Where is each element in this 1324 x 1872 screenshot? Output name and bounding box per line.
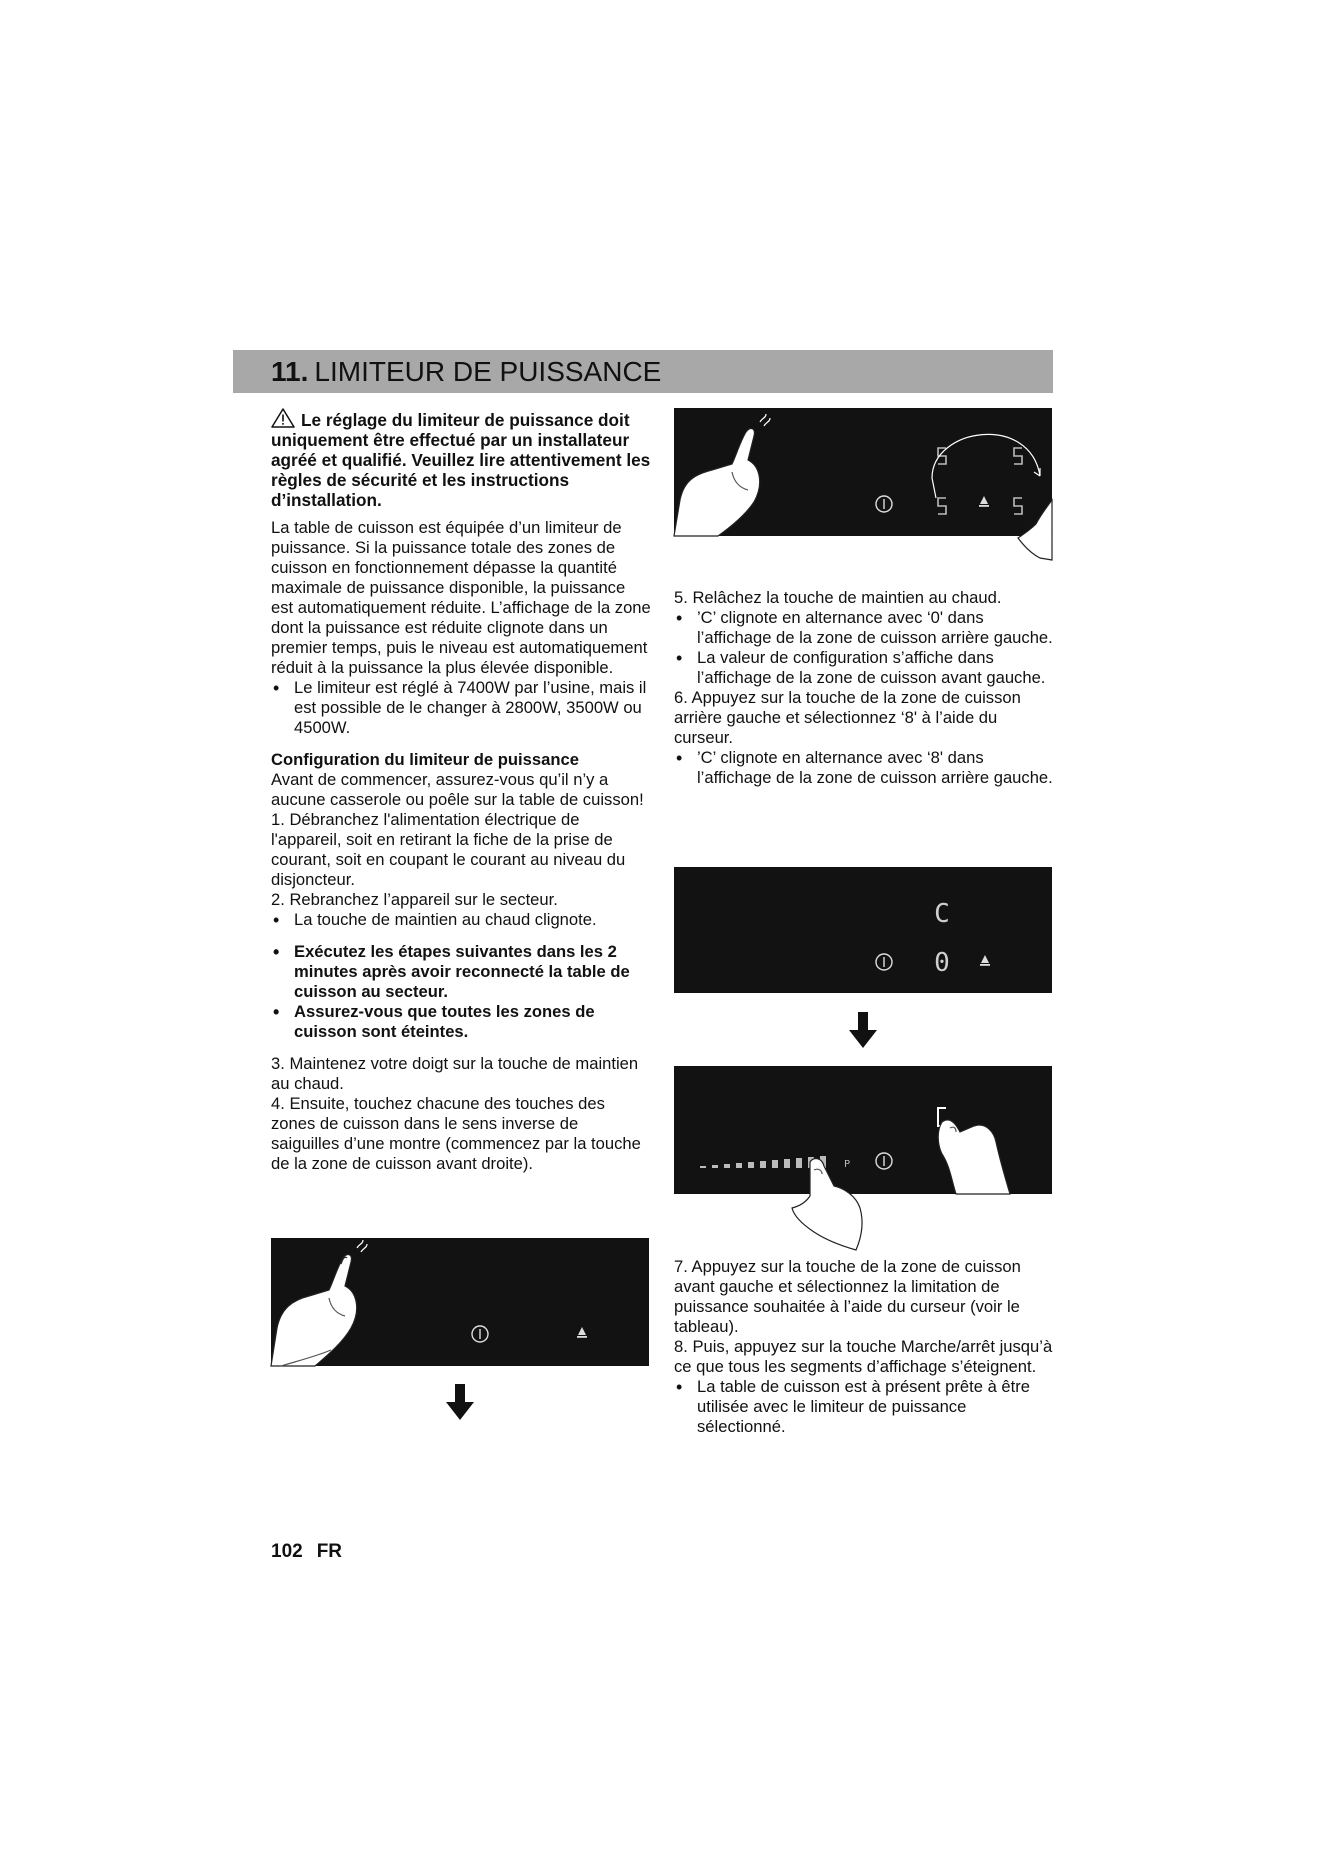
slider-segments [700, 1156, 826, 1168]
important-bullet-list [271, 942, 651, 1042]
panel-slider-graphic [674, 1066, 1052, 1266]
keepwarm-icon [577, 1327, 587, 1338]
step-4: 4. Ensuite, touchez chacune des touches des zones de cuisson dans le sens inverse de saiguilles d’une montre (commencez par la touche de la zone de cuisson avant droite). [271, 1094, 641, 1173]
panel-keepwarm [271, 1238, 649, 1366]
section-title [271, 354, 661, 390]
segment-displays [938, 448, 1022, 514]
intro-paragraph: La table de cuisson est équipée d’un limiteur de puissance. Si la puissance totale des zones de cuisson en fonctionnement dépasse la quantité maximale de puissance disponible, la puissance est automatiquement réduite. L’affichage de la zone dont la puissance est réduite clignote dans un premier temps, puis le niveau est automatiquement réduit à la puissance la plus élevée disponible. [271, 518, 651, 677]
step-7: 7. Appuyez sur la touche de la zone de cuisson avant gauche et sélectionnez la limitation de puissance souhaitée à l’aide du curseur (voir le tableau). [674, 1257, 1021, 1336]
ready-bullet-list [674, 1377, 1054, 1437]
language-code: FR [316, 1541, 343, 1562]
left-column [271, 408, 651, 1174]
panel-config-display [674, 867, 1052, 993]
page-number: 102 [271, 1541, 303, 1562]
keepwarm-icon [979, 496, 989, 507]
step-5: 5. Relâchez la touche de maintien au chaud. [674, 588, 1002, 607]
panel-config-display-graphic [674, 867, 1052, 993]
keepwarm-bullet-list [271, 910, 651, 930]
slider-label: P [844, 1159, 851, 1170]
step-3: 3. Maintenez votre doigt sur la touche de maintien au chaud. [271, 1054, 639, 1093]
config-heading: Configuration du limiteur de puissance [271, 750, 579, 769]
panel-keepwarm-graphic [271, 1238, 649, 1366]
list-item: • La table de cuisson est à présent prête à être utilisée avec le limiteur de puissance sélectionné. [674, 1377, 1054, 1437]
warning-triangle-icon [271, 408, 295, 428]
right-column-steps-5-6 [674, 588, 1054, 788]
section-title-text: LIMITEUR DE PUISSANCE [314, 356, 662, 387]
right-column-steps-7-8 [674, 1257, 1054, 1437]
step-8: 8. Puis, appuyez sur la touche Marche/arrêt jusqu’à ce que tous les segments d’affichage s’éteignent. [674, 1337, 1053, 1376]
hand-right-icon [1018, 500, 1052, 560]
arrow-down-icon [849, 1012, 877, 1048]
panel-zones-sequence-graphic [674, 408, 1052, 608]
list-item: • Exécutez les étapes suivantes dans les 2 minutes après avoir reconnecté la table de cuisson au secteur. [271, 942, 651, 1002]
panel-zones-sequence [674, 408, 1052, 536]
step6-bullet-list [674, 748, 1054, 788]
config-intro: Avant de commencer, assurez-vous qu’il n’y a aucune casserole ou poêle sur la table de cuisson! [271, 770, 644, 809]
list-item: • Assurez-vous que toutes les zones de cuisson sont éteintes. [271, 1002, 651, 1042]
arrow-down-icon [446, 1384, 474, 1420]
display-rear-left: C [934, 899, 950, 929]
step-2: 2. Rebranchez l’appareil sur le secteur. [271, 890, 558, 909]
page-footer [271, 1541, 342, 1563]
section-header [233, 350, 1053, 393]
list-item: • La valeur de configuration s’affiche dans l’affichage de la zone de cuisson avant gauche. [674, 648, 1054, 688]
display-front-left: 0 [934, 948, 950, 978]
section-number: 11. [271, 356, 309, 387]
warning-text: Le réglage du limiteur de puissance doit uniquement être effectué par un installateur agréé et qualifié. Veuillez lire attentivement les règles de sécurité et les instructions d’installation. [271, 410, 651, 510]
default-bullet-list [271, 678, 651, 738]
list-item: • ’C’ clignote en alternance avec ‘0' dans l’affichage de la zone de cuisson arrière gauche. [674, 608, 1054, 648]
step-1: 1. Débranchez l'alimentation électrique de l'appareil, soit en retirant la fiche de la prise de courant, soit en coupant le courant au niveau du disjoncteur. [271, 810, 626, 889]
list-item: • Le limiteur est réglé à 7400W par l’usine, mais il est possible de le changer à 2800W, 3500W ou 4500W. [271, 678, 651, 738]
hand-icon [674, 429, 760, 536]
hand-icon [271, 1255, 357, 1366]
step5-bullet-list [674, 608, 1054, 688]
panel-slider [674, 1066, 1052, 1194]
step-6: 6. Appuyez sur la touche de la zone de cuisson arrière gauche et sélectionnez ‘8' à l’aide du curseur. [674, 688, 1021, 747]
list-item: • ’C’ clignote en alternance avec ‘8' dans l’affichage de la zone de cuisson arrière gauche. [674, 748, 1054, 788]
hand-top-icon [938, 1120, 1010, 1194]
warning-paragraph [271, 408, 651, 510]
hand-bottom-icon [792, 1159, 862, 1250]
list-item: • La touche de maintien au chaud clignote. [271, 910, 651, 930]
keepwarm-icon [980, 955, 990, 966]
